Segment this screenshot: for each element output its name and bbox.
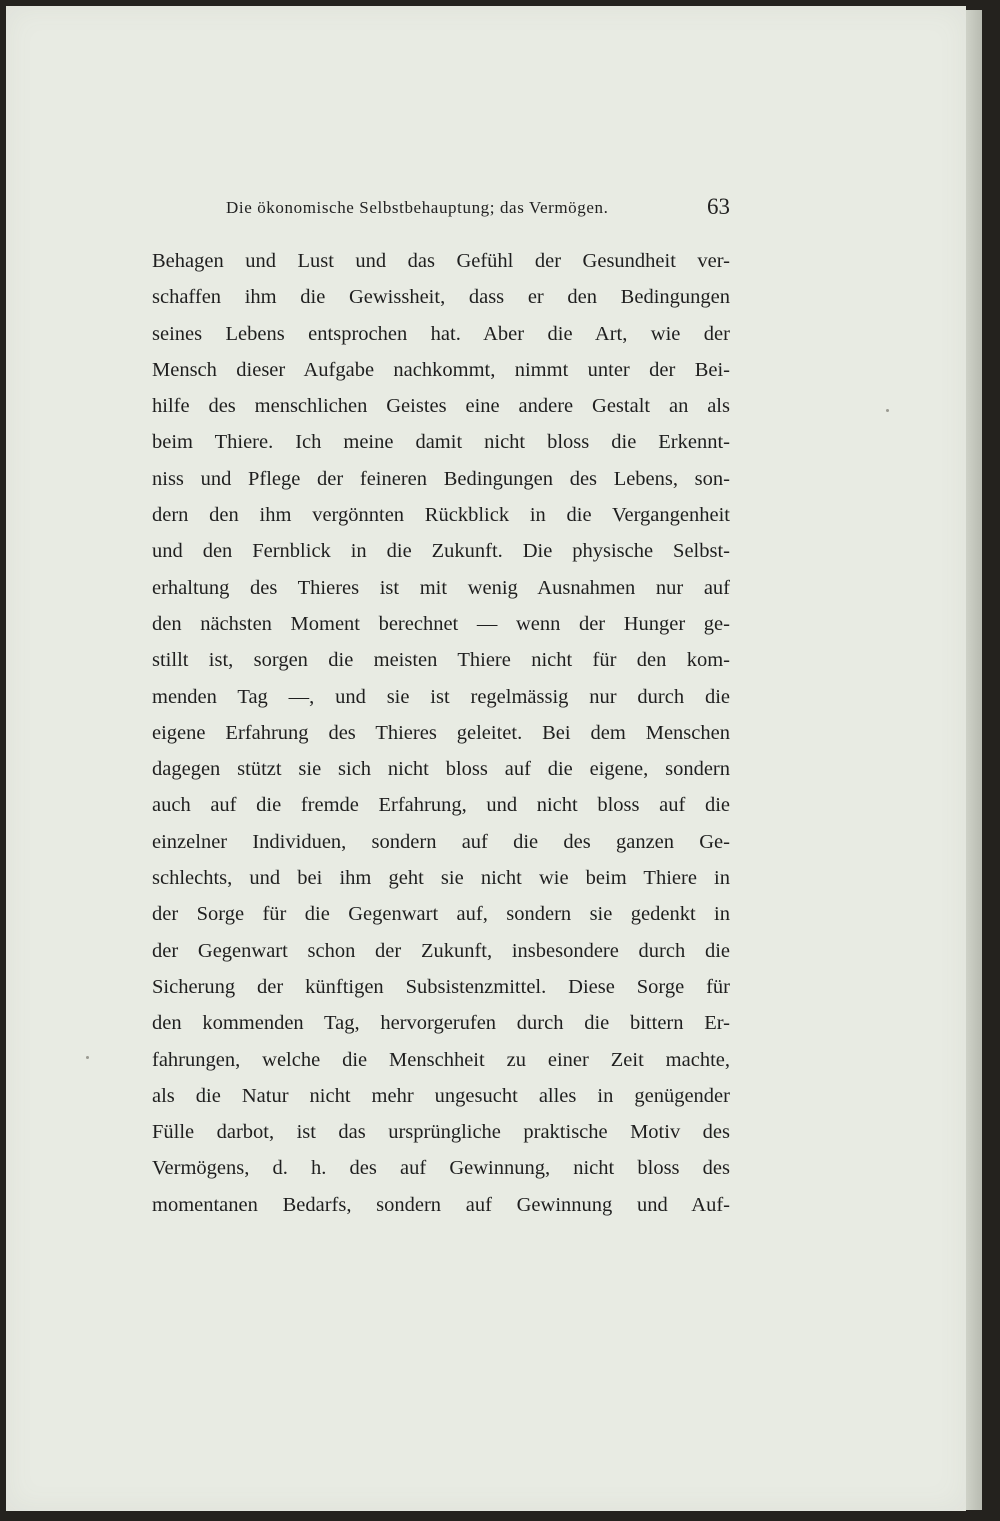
text-line: schaffen ihm die Gewissheit, dass er den Bedingungen	[152, 286, 730, 309]
text-line: den kommenden Tag, hervorgerufen durch die bittern Er-	[152, 1012, 730, 1035]
paper-speck	[886, 409, 889, 412]
page-header	[152, 194, 732, 226]
body-text	[152, 243, 730, 1223]
text-line: eigene Erfahrung des Thieres geleitet. Bei dem Menschen	[152, 721, 730, 744]
text-line: der Sorge für die Gegenwart auf, sondern sie gedenkt in	[152, 903, 730, 926]
text-line: stillt ist, sorgen die meisten Thiere nicht für den kom-	[152, 649, 730, 672]
text-line: den nächsten Moment berechnet — wenn der Hunger ge-	[152, 612, 730, 635]
text-line: als die Natur nicht mehr ungesucht alles in genügender	[152, 1084, 730, 1107]
text-line: und den Fernblick in die Zukunft. Die physische Selbst-	[152, 540, 730, 563]
paper-speck	[86, 1056, 89, 1059]
page-edge	[966, 10, 982, 1510]
text-line: einzelner Individuen, sondern auf die des ganzen Ge-	[152, 830, 730, 853]
text-line: erhaltung des Thieres ist mit wenig Ausnahmen nur auf	[152, 576, 730, 599]
text-line: dern den ihm vergönnten Rückblick in die Vergangenheit	[152, 504, 730, 527]
text-line: niss und Pflege der feineren Bedingungen des Lebens, son-	[152, 467, 730, 490]
text-line: Mensch dieser Aufgabe nachkommt, nimmt unter der Bei-	[152, 358, 730, 381]
page-number: 63	[707, 194, 730, 219]
text-line: Vermögens, d. h. des auf Gewinnung, nicht bloss des	[152, 1157, 730, 1180]
text-line: seines Lebens entsprochen hat. Aber die Art, wie der	[152, 322, 730, 345]
text-line: Behagen und Lust und das Gefühl der Gesundheit ver-	[152, 250, 730, 272]
text-line: beim Thiere. Ich meine damit nicht bloss die Erkennt-	[152, 431, 730, 454]
text-line: hilfe des menschlichen Geistes eine andere Gestalt an als	[152, 395, 730, 418]
text-line: fahrungen, welche die Menschheit zu einer Zeit machte,	[152, 1048, 730, 1071]
text-line: menden Tag —, und sie ist regelmässig nur durch die	[152, 685, 730, 708]
text-line: Fülle darbot, ist das ursprüngliche praktische Motiv des	[152, 1121, 730, 1144]
running-title: Die ökonomische Selbstbehauptung; das Vermögen.	[226, 198, 609, 217]
text-line: schlechts, und bei ihm geht sie nicht wie beim Thiere in	[152, 867, 730, 890]
text-line: dagegen stützt sie sich nicht bloss auf die eigene, sondern	[152, 758, 730, 781]
text-line: auch auf die fremde Erfahrung, und nicht bloss auf die	[152, 794, 730, 817]
text-line: der Gegenwart schon der Zukunft, insbesondere durch die	[152, 939, 730, 962]
text-line: Sicherung der künftigen Subsistenzmittel. Diese Sorge für	[152, 975, 730, 998]
text-line: momentanen Bedarfs, sondern auf Gewinnung und Auf-	[152, 1193, 730, 1216]
